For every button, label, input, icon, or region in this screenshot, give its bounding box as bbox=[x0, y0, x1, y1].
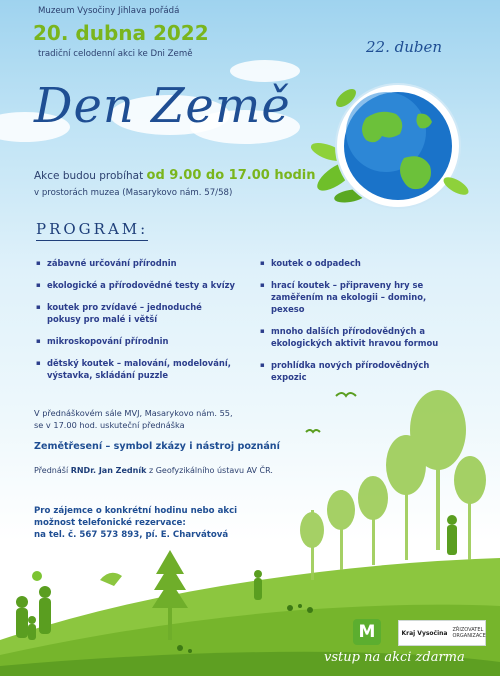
program-item: ▪ ekologické a přírodovědné testy a kvízy bbox=[36, 279, 236, 291]
poster-title: Den Země bbox=[34, 78, 291, 134]
program-item: ▪ dětský koutek – malování, modelování, výstavka, skládání puzzle bbox=[36, 357, 237, 381]
lecturer: Přednáší RNDr. Jan Zedník z Geofyzikálního ústavu AV ČR. bbox=[34, 466, 273, 475]
program-item: ▪ mnoho dalších přírodovědných a ekologických aktivit hravou formou bbox=[260, 325, 449, 349]
opening-hours: Akce budou probíhat od 9.00 do 17.00 hodin bbox=[34, 168, 316, 183]
museum-logo: M bbox=[353, 619, 381, 645]
event-place: v prostorách muzea (Masarykovo nám. 57/58) bbox=[34, 188, 233, 198]
program-item: ▪ hrací koutek – připraveny hry se zaměřením na ekologii – domino, pexeso bbox=[260, 279, 449, 315]
earth-day-date: 22. duben bbox=[366, 38, 443, 56]
lecturer-name: RNDr. Jan Zedník bbox=[70, 466, 147, 475]
program-heading: PROGRAM: bbox=[36, 220, 149, 238]
program-item: ▪ mikroskopování přírodnin bbox=[36, 335, 236, 347]
lecture-info: V přednáškovém sále MVJ, Masarykovo nám. 55, se v 17.00 hod. uskuteční přednáška bbox=[34, 408, 233, 430]
program-list-left bbox=[36, 257, 236, 381]
free-entry-text: vstup na akci zdarma bbox=[324, 650, 465, 665]
program-item: ▪ koutek pro zvídavé – jednoduché pokusy pro malé i větší bbox=[36, 301, 237, 325]
organizer-text: Muzeum Vysočiny Jihlava pořádá bbox=[38, 6, 180, 16]
event-subtitle: tradiční celodenní akci ke Dni Země bbox=[38, 49, 193, 59]
lecture-topic: Zemětřesení – symbol zkázy i nástroj poznání bbox=[34, 441, 280, 452]
earth-globe-icon bbox=[306, 66, 476, 216]
program-item: ▪ prohlídka nových přírodovědných expozic bbox=[260, 359, 449, 383]
reservation-contact: Pro zájemce o konkrétní hodinu nebo akci možnost telefonické rezervace: na tel. č. 567 573 893, pí. E. Charvátová bbox=[34, 506, 238, 540]
hours-highlight: od 9.00 do 17.00 hodin bbox=[146, 168, 316, 183]
program-item: ▪ zábavné určování přírodnin bbox=[36, 257, 236, 269]
program-item: ▪ koutek o odpadech bbox=[260, 257, 450, 269]
program-underline bbox=[36, 240, 148, 241]
event-date: 20. dubna 2022 bbox=[33, 21, 209, 45]
program-list-right bbox=[260, 257, 450, 383]
region-logo: Kraj Vysočina ZŘIZOVATEL ORGANIZACE bbox=[398, 620, 486, 646]
